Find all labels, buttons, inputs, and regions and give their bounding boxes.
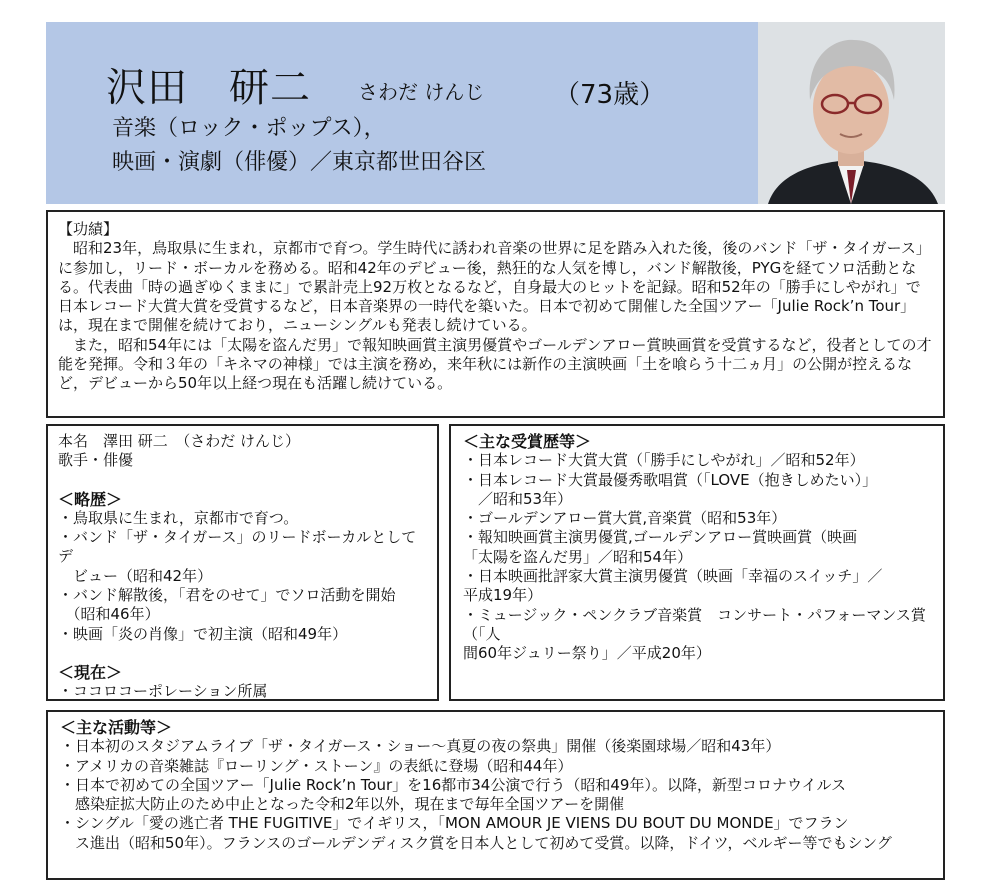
achievements-title: 【功績】 — [58, 220, 119, 238]
award-line: 「太陽を盗んだ男」／昭和54年） — [463, 547, 693, 566]
history-item: ・バンド解散後，「君をのせて」でソロ活動を開始 — [58, 586, 396, 605]
activity-line: ・日本初のスタジアムライブ「ザ・タイガース・ショー～真夏の夜の祭典」開催（後楽園球場／昭和43年） — [60, 737, 781, 756]
real-name: 本名 澤田 研二 （さわだ けんじ） — [58, 432, 301, 450]
achievements-paragraph-1: 昭和23年，鳥取県に生まれ，京都市で育つ。学生時代に誘われ音楽の世界に足を踏み入れた後，後のバンド「ザ・タイガース」に参加し，リード・ボーカルを務める。昭和42年のデビュー後，熱狂的な人気を博し，バンド解散後，PYGを経てソロ活動となる。代表曲「時の過ぎゆくままに」で累計売上92万枚となるなど，自身最大のヒットを記録。昭和52年の「勝手にしやがれ」で日本レコード大賞大賞を受賞するなど，日本音楽界の一時代を築いた。日本で初めて開催した全国ツアー「Julie Rock’n Tour」は，現在まで開催を続けており，ニューシングルも発表し続けている。 — [58, 239, 931, 335]
achievements-box — [46, 210, 945, 418]
history-item: ・バンド「ザ・タイガース」のリードボーカルとしてデ — [58, 528, 417, 566]
activity-line: ・シングル「愛の逃亡者 THE FUGITIVE」でイギリス，「MON AMOUR JE VIENS DU BOUT DU MONDE」でフラン — [60, 814, 849, 833]
award-line: ・ミュージック・ペンクラブ音楽賞 コンサート・パフォーマンス賞（「人 — [463, 605, 926, 643]
history-item: ビュー（昭和42年） — [58, 566, 213, 585]
award-line: 平成19年） — [463, 586, 543, 605]
activity-line: 感染症拡大防止のため中止となった令和2年以外，現在まで毎年全国ツアーを開催 — [60, 795, 625, 814]
person-age: （73歳） — [554, 80, 666, 110]
occupation: 歌手・俳優 — [58, 451, 134, 470]
activities-title: ＜主な活動等＞ — [60, 718, 173, 737]
activity-line: ・アメリカの音楽雑誌『ローリング・ストーン』の表紙に登場（昭和44年） — [60, 756, 573, 775]
profile-box — [46, 424, 439, 701]
portrait-photo — [758, 22, 945, 204]
current-item: ・ココロコーポレーション所属 — [58, 682, 268, 701]
award-line: ・ゴールデンアロー賞大賞,音楽賞（昭和53年） — [463, 509, 787, 528]
activities-box — [46, 710, 945, 880]
award-line: ・報知映画賞主演男優賞,ゴールデンアロー賞映画賞（映画 — [463, 528, 858, 547]
awards-title: ＜主な受賞歴等＞ — [463, 432, 592, 451]
award-line: ・日本映画批評家大賞主演男優賞（映画「幸福のスイッチ」／ — [463, 567, 883, 586]
history-title: ＜略歴＞ — [58, 489, 123, 509]
achievements-paragraph-2: また，昭和54年には「太陽を盗んだ男」で報知映画賞主演男優賞やゴールデンアロー賞映画賞を受賞するなど，役者としての才能を発揮。令和３年の「キネマの神様」では主演を務め，来年秋には新作の主演映画「土を喰らう十二ヵ月」の公開が控えるなど，デビューから50年以上経つ現在も活躍し続けている。 — [58, 335, 932, 393]
current-title: ＜現在＞ — [58, 662, 123, 682]
activity-line: ・日本で初めての全国ツアー「Julie Rock’n Tour」を16都市34公演で行う（昭和49年）。以降，新型コロナウイルス — [60, 775, 847, 794]
name-reading: さわだ けんじ — [358, 80, 485, 104]
field-line-1: 音楽（ロック・ポップス）， — [112, 116, 386, 141]
award-line: 間60年ジュリー祭り」／平成20年） — [463, 644, 711, 663]
history-item: （昭和46年） — [58, 605, 160, 624]
award-line: ・日本レコード大賞最優秀歌唱賞（「LOVE（抱きしめたい）」 — [463, 470, 878, 489]
award-line: ／昭和53年） — [463, 489, 573, 508]
person-name: 沢田 研二 — [106, 65, 311, 111]
awards-box — [449, 424, 945, 701]
award-line: ・日本レコード大賞大賞（「勝手にしやがれ」／昭和52年） — [463, 451, 865, 470]
portrait-illustration — [758, 22, 945, 204]
activity-line: ス進出（昭和50年）。フランスのゴールデンディスク賞を日本人として初めて受賞。以降，ドイツ，ベルギー等でもシング — [60, 833, 892, 852]
history-item: ・映画「炎の肖像」で初主演（昭和49年） — [58, 624, 348, 643]
history-item: ・鳥取県に生まれ，京都市で育つ。 — [58, 508, 299, 527]
field-line-2: 映画・演劇（俳優）／東京都世田谷区 — [112, 150, 487, 175]
